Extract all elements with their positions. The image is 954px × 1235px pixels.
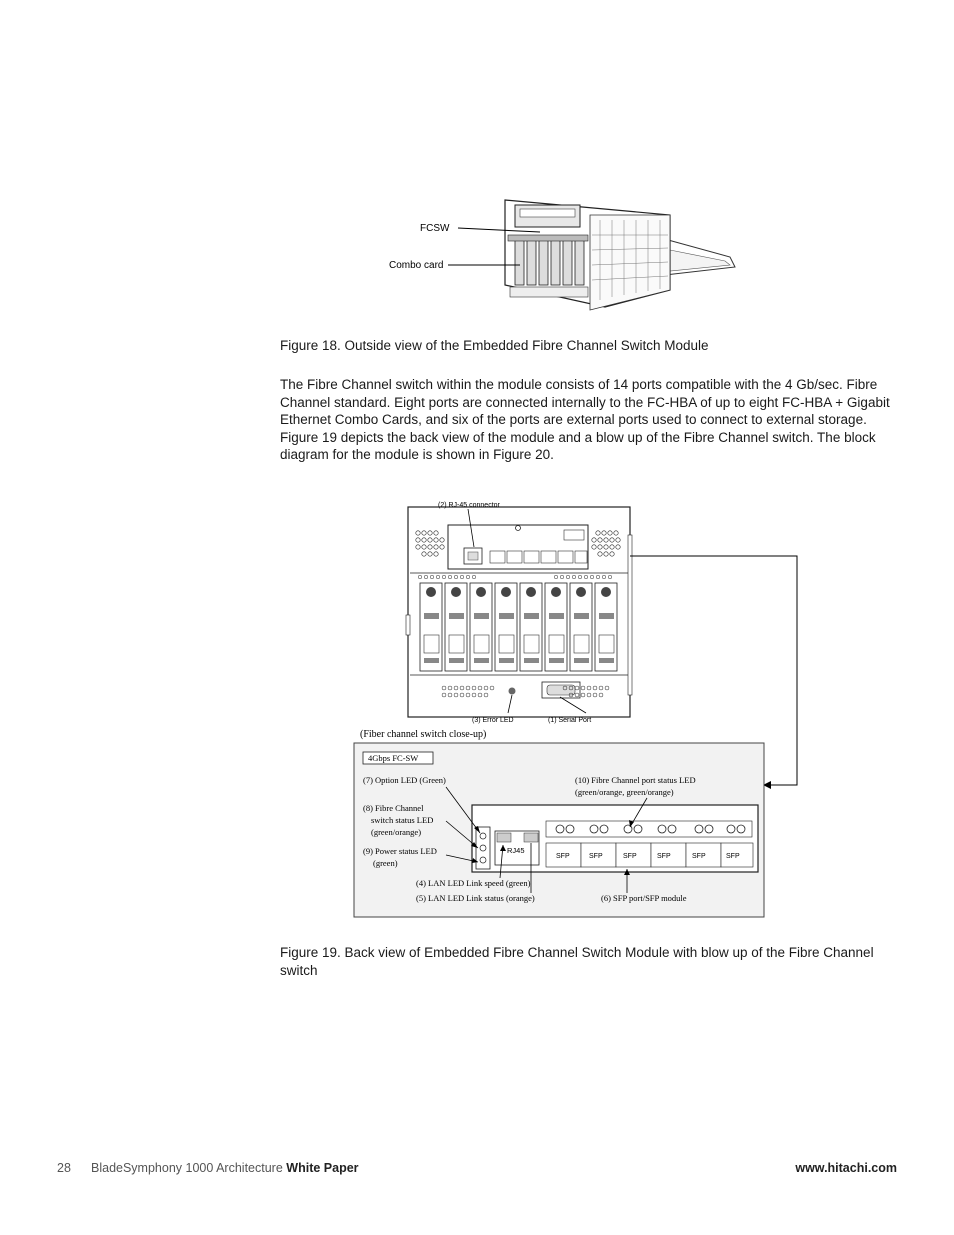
body-paragraph (280, 376, 910, 464)
footer-url[interactable] (795, 1161, 897, 1175)
doc-title-text: BladeSymphony 1000 Architecture (91, 1161, 283, 1175)
combo-card-label: Combo card (389, 260, 444, 271)
sfp-port: SFP (623, 853, 637, 860)
error-led-label: (3) Error LED (472, 717, 514, 724)
paragraph-line: Figure 19 depicts the back view of the module and a blow up of the Fibre Channel switch. The block (280, 429, 876, 445)
caption-line: switch (280, 962, 318, 978)
figure-19-caption (280, 944, 900, 979)
fc-status-led-label: (8) Fibre Channel (363, 803, 424, 813)
sfp-port: SFP (726, 853, 740, 860)
lan-status-label: (5) LAN LED Link status (orange) (416, 893, 535, 903)
rj45-connector-label: (2) RJ-45 connector (438, 502, 500, 509)
figure-18-caption: Figure 18. Outside view of the Embedded Fibre Channel Switch Module (280, 338, 709, 353)
serial-port-label: (1) Serial Port (548, 717, 592, 724)
sfp-module-label: (6) SFP port/SFP module (601, 893, 687, 903)
figure-19-diagram (350, 495, 810, 925)
sfp-port: SFP (657, 853, 671, 860)
fcsw-label: FCSW (420, 223, 450, 234)
rj45-port-label: RJ45 (507, 846, 525, 855)
power-led-label: (9) Power status LED (363, 846, 437, 856)
closeup-title: (Fiber channel switch close-up) (360, 729, 487, 740)
power-led-label: (green) (373, 858, 398, 868)
paragraph-line: Channel standard. Eight ports are connected internally to the FC-HBA of up to eight FC-HBA + Gigabit (280, 394, 890, 410)
page-number: 28 (57, 1161, 71, 1175)
sfp-port: SFP (692, 853, 706, 860)
figure-18-image (380, 195, 740, 320)
caption-line: Figure 19. Back view of Embedded Fibre Channel Switch Module with blow up of the Fibre Channel (280, 945, 874, 960)
sfp-port: SFP (589, 853, 603, 860)
port-status-led-label: (10) Fibre Channel port status LED (575, 775, 696, 785)
fc-status-led-label: switch status LED (371, 815, 434, 825)
paragraph-line: diagram for the module is shown in Figure 20. (280, 447, 554, 462)
paragraph-line: Ethernet Combo Cards, and six of the ports are external ports used to connect to external storage. (280, 412, 867, 427)
port-status-led-label: (green/orange, green/orange) (575, 787, 674, 797)
lan-speed-label: (4) LAN LED Link speed (green) (416, 878, 531, 888)
sfp-port: SFP (556, 853, 570, 860)
switch-badge: 4Gbps FC-SW (368, 753, 419, 763)
option-led-label: (7) Option LED (Green) (363, 775, 446, 785)
doc-type-text: White Paper (286, 1161, 359, 1175)
footer-url-text[interactable]: www.hitachi.com (795, 1161, 897, 1175)
fc-status-led-label: (green/orange) (371, 827, 422, 837)
paragraph-line: The Fibre Channel switch within the module consists of 14 ports compatible with the 4 Gb/sec. Fibre (280, 377, 878, 392)
doc-title (91, 1161, 359, 1175)
